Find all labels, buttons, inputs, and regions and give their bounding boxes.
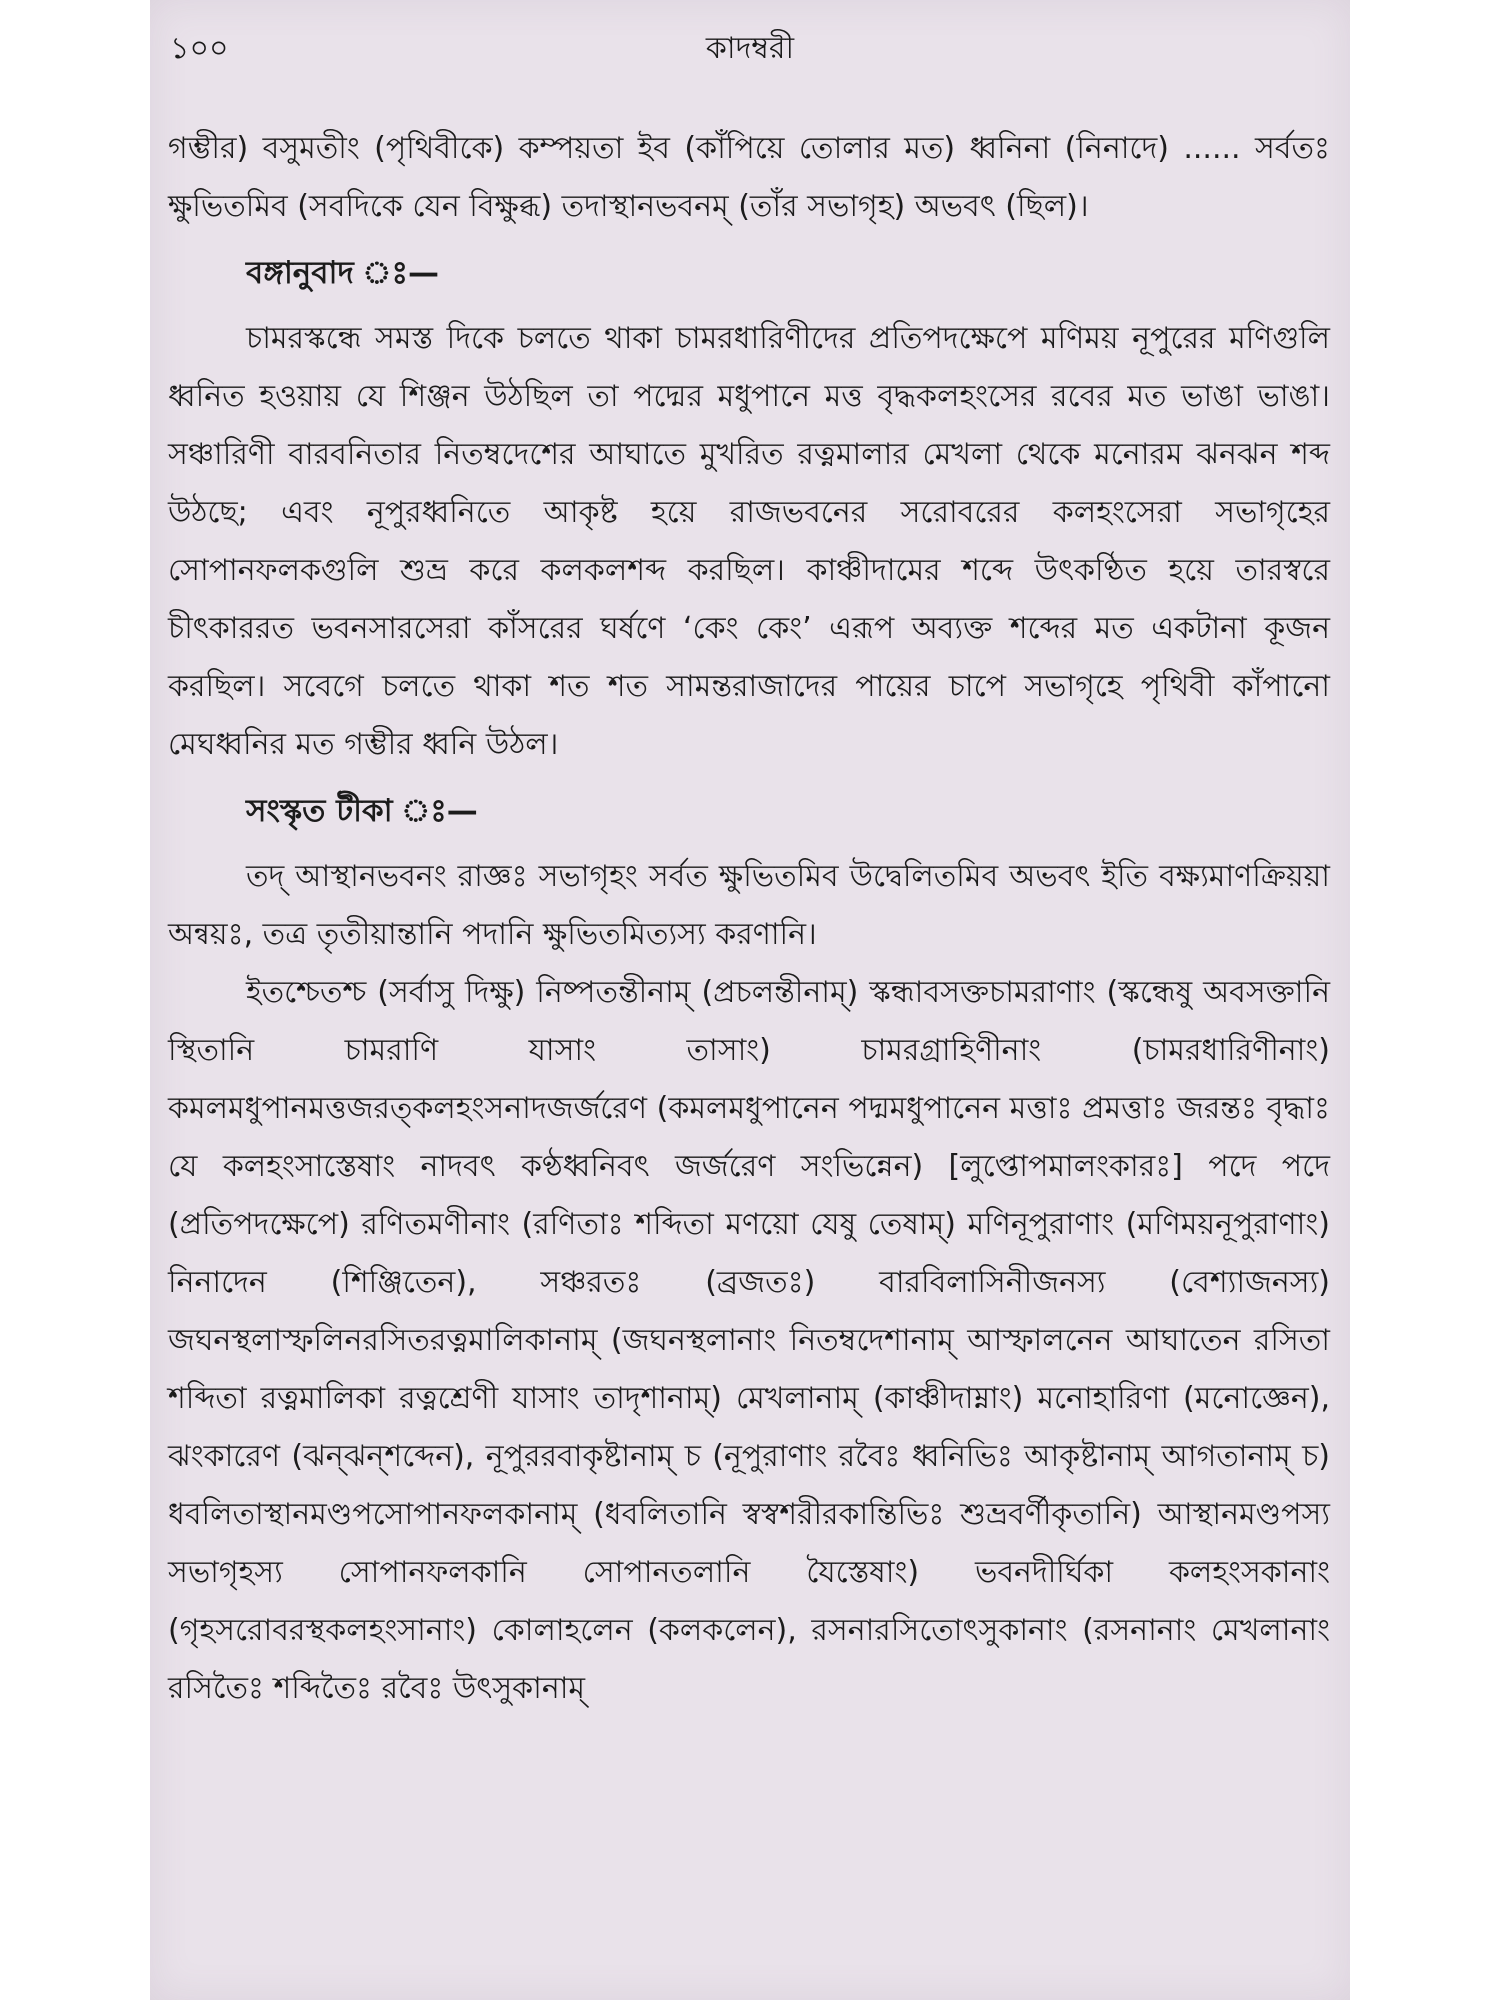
page-body bbox=[168, 120, 1330, 1718]
running-title: কাদম্বরী bbox=[705, 31, 795, 66]
page-number: ১০০ bbox=[170, 31, 229, 66]
section-heading-commentary: সংস্কৃত টীকা ঃ— bbox=[246, 793, 478, 829]
section-heading-translation: বঙ্গানুবাদ ঃ— bbox=[246, 255, 439, 291]
paragraph-translation: চামরস্কন্ধে সমস্ত দিকে চলতে থাকা চামরধারিণীদের প্রতিপদক্ষেপে মণিময় নূপুরের মণিগুলি ধ্বনিত হওয়ায় যে শিঞ্জন উঠছিল তা পদ্মের মধুপানে মত্ত বৃদ্ধকলহংসের রবের মত ভাঙা ভাঙা। সঞ্চারিণী বারবনিতার নিতম্বদেশের আঘাতে মুখরিত রত্নমালার মেখলা থেকে মনোরম ঝনঝন শব্দ উঠছে; এবং নূপুরধ্বনিতে আকৃষ্ট হয়ে রাজভবনের সরোবরের কলহংসেরা সভাগৃহের সোপানফলকগুলি শুভ্র করে কলকলশব্দ করছিল। কাঞ্চীদামের শব্দে উৎকণ্ঠিত হয়ে তারস্বরে চীৎকাররত ভবনসারসেরা কাঁসরের ঘর্ষণে ‘কেং কেং’ এরূপ অব্যক্ত শব্দের মত একটানা কূজন করছিল। সবেগে চলতে থাকা শত শত সামন্তরাজাদের পায়ের চাপে সভাগৃহে পৃথিবী কাঁপানো মেঘধ্বনির মত গম্ভীর ধ্বনি উঠল। bbox=[168, 321, 1330, 762]
paragraph-continued: গম্ভীর) বসুমতীং (পৃথিবীকে) কম্পয়তা ইব (কাঁপিয়ে তোলার মত) ধ্বনিনা (নিনাদে) ...... সর্বতঃ ক্ষুভিতমিব (সবদিকে যেন বিক্ষুব্ধ) তদাস্থানভবনম্ (তাঁর সভাগৃহ) অভবৎ (ছিল)। bbox=[168, 131, 1330, 224]
paragraph-commentary-detail: ইতশ্চেতশ্চ (সর্বাসু দিক্ষু) নিষ্পতন্তীনাম্ (প্রচলন্তীনাম্) স্কন্ধাবসক্তচামরাণাং (স্কন্ধেষু অবসক্তানি স্থিতানি চামরাণি যাসাং তাসাং) চামরগ্রাহিণীনাং (চামরধারিণীনাং) কমলমধুপানমত্তজরত্কলহংসনাদজর্জরেণ (কমলমধুপানেন পদ্মমধুপানেন মত্তাঃ প্রমত্তাঃ জরন্তঃ বৃদ্ধাঃ যে কলহংসাস্তেষাং নাদবৎ কণ্ঠধ্বনিবৎ জর্জরেণ সংভিন্নেন) [লুপ্তোপমালংকারঃ] পদে পদে (প্রতিপদক্ষেপে) রণিতমণীনাং (রণিতাঃ শব্দিতা মণয়ো যেষু তেষাম্) মণিনূপুরাণাং (মণিময়নূপুরাণাং) নিনাদেন (শিঞ্জিতেন), সঞ্চরতঃ (ব্রজতঃ) বারবিলাসিনীজনস্য (বেশ্যাজনস্য) জঘনস্থলাস্ফলিনরসিতরত্নমালিকানাম্ (জঘনস্থলানাং নিতম্বদেশানাম্ আস্ফালনেন আঘাতেন রসিতা শব্দিতা রত্নমালিকা রত্নশ্রেণী যাসাং তাদৃশানাম্) মেখলানাম্ (কাঞ্চীদাম্নাং) মনোহারিণা (মনোজ্ঞেন), ঝংকারেণ (ঝন্‌ঝন্‌শব্দেন), নূপুররবাকৃষ্টানাম্ চ (নূপুরাণাং রবৈঃ ধ্বনিভিঃ আকৃষ্টানাম্ আগতানাম্ চ) ধবলিতাস্থানমণ্ডপসোপানফলকানাম্ (ধবলিতানি স্বস্বশরীরকান্তিভিঃ শুভ্রবর্ণীকৃতানি) আস্থানমণ্ডপস্য সভাগৃহস্য সোপানফলকানি সোপানতলানি যৈস্তেষাং) ভবনদীর্ঘিকা কলহংসকানাং (গৃহসরোবরস্থকলহংসানাং) কোলাহলেন (কলকলেন), রসনারসিতোৎসুকানাং (রসনানাং মেখলানাং রসিতৈঃ শব্দিতৈঃ রবৈঃ উৎসুকানাম্ bbox=[168, 975, 1330, 1706]
page-header bbox=[170, 24, 1330, 74]
book-page bbox=[150, 0, 1350, 2000]
paragraph-commentary-intro: তদ্ আস্থানভবনং রাজ্ঞঃ সভাগৃহং সর্বত ক্ষুভিতমিব উদ্বেলিতমিব অভবৎ ইতি বক্ষ্যমাণক্রিয়য়া অন্বয়ঃ, তত্র তৃতীয়ান্তানি পদানি ক্ষুভিতমিত্যস্য করণানি। bbox=[168, 859, 1330, 952]
